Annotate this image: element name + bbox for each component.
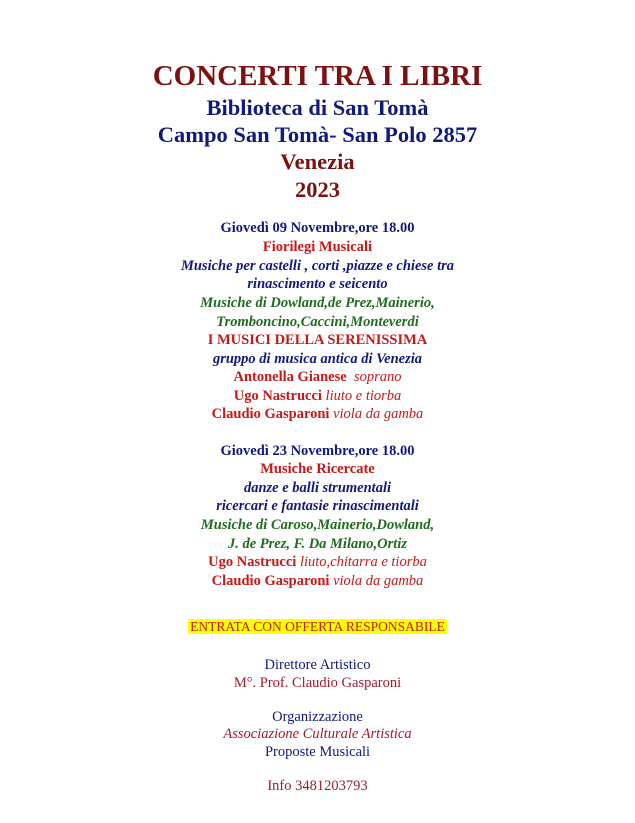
concert2-description-line2: ricercari e fantasie rinascimentali <box>216 498 419 514</box>
concert2-date: Giovedì 23 Novembre,ore 18.00 <box>220 443 415 459</box>
performer-name: Ugo Nastrucci <box>233 388 322 404</box>
director-name: M°. Prof. Claudio Gasparoni <box>233 675 402 691</box>
entry-notice: ENTRATA CON OFFERTA RESPONSABILE <box>190 619 445 634</box>
performer-role: liuto e tiorba <box>325 388 402 404</box>
concert2-performer <box>0 554 635 571</box>
performer-role: viola da gamba <box>333 573 424 589</box>
concert2-composers-line2: J. de Prez, F. Da Milano,Ortiz <box>228 536 407 552</box>
concert1-description-line2: rinascimento e seicento <box>247 276 388 292</box>
performer-role: liuto,chitarra e tiorba <box>299 554 427 570</box>
concert2-description-line1: danze e balli strumentali <box>243 480 392 496</box>
organization-subtitle: Proposte Musicali <box>264 744 371 760</box>
director-label: Direttore Artistico <box>264 657 371 673</box>
flyer-title: CONCERTI TRA I LIBRI <box>152 60 483 92</box>
concert1-composers-line1: Musiche di Dowland,de Prez,Mainerio, <box>200 295 435 311</box>
entry-notice-row <box>0 619 635 635</box>
organization-label: Organizzazione <box>272 709 363 725</box>
concert2-composers-line1: Musiche di Caroso,Mainerio,Dowland, <box>200 517 435 533</box>
concert1-composers-line2: Tromboncino,Caccini,Monteverdi <box>216 314 419 330</box>
concert1-description-line1: Musiche per castelli , corti ,piazze e chiese tra <box>180 258 455 274</box>
concert1-performer <box>0 388 635 405</box>
city: Venezia <box>280 149 355 174</box>
concert2-performer <box>0 573 635 590</box>
year: 2023 <box>295 177 340 202</box>
concert1-ensemble-description: gruppo di musica antica di Venezia <box>212 351 423 367</box>
concert1-performer <box>0 406 635 423</box>
performer-name: Claudio Gasparoni <box>211 406 330 422</box>
organization-name: Associazione Culturale Artistica <box>223 726 412 742</box>
concert1-title: Fiorilegi Musicali <box>262 239 373 255</box>
concert1-date: Giovedì 09 Novembre,ore 18.00 <box>220 220 415 236</box>
concert1-ensemble: I MUSICI DELLA SERENISSIMA <box>207 332 428 348</box>
info-phone: Info 3481203793 <box>267 778 368 794</box>
performer-role: soprano <box>353 369 402 385</box>
concert1-performer <box>0 369 635 386</box>
performer-role: viola da gamba <box>333 406 424 422</box>
concert2-title: Musiche Ricercate <box>260 461 375 477</box>
performer-name: Antonella Gianese <box>233 369 347 385</box>
performer-name: Claudio Gasparoni <box>211 573 330 589</box>
performer-name: Ugo Nastrucci <box>208 554 297 570</box>
library-address: Campo San Tomà- San Polo 2857 <box>157 122 478 147</box>
library-name: Biblioteca di San Tomà <box>206 95 429 120</box>
